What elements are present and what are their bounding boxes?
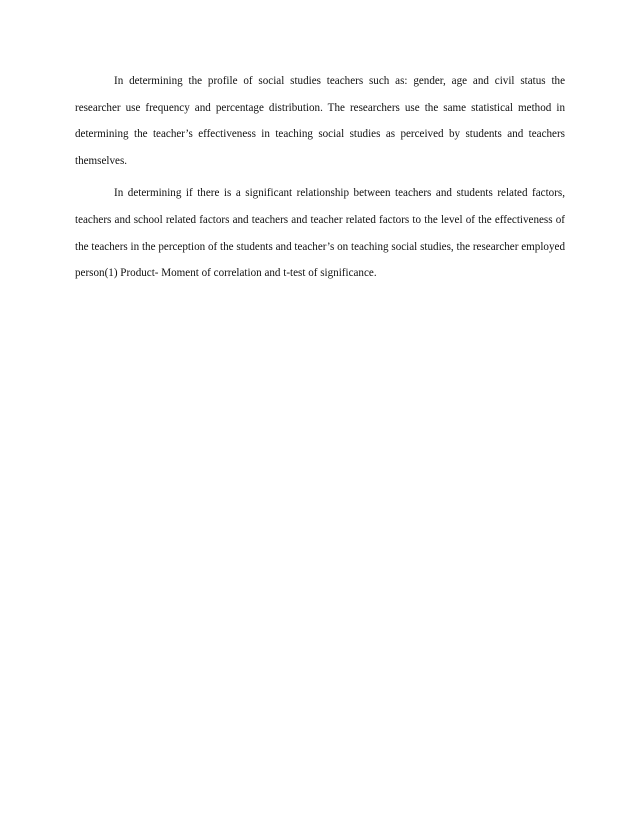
document-body	[75, 68, 565, 287]
paragraph-profile-method: In determining the profile of social studies teachers such as: gender, age and civil status the researcher use frequency and percentage distribution. The researchers use the same statistical method in determining the teacher’s effectiveness in teaching social studies as perceived by students and teachers themselves.	[75, 75, 565, 167]
paragraph-correlation-method: In determining if there is a significant relationship between teachers and students related factors, teachers and school related factors and teachers and teacher related factors to the level of the effectiveness of the teachers in the perception of the students and teacher’s on teaching social studies, the researcher employed person(1) Product- Moment of correlation and t-test of significance.	[75, 187, 565, 280]
